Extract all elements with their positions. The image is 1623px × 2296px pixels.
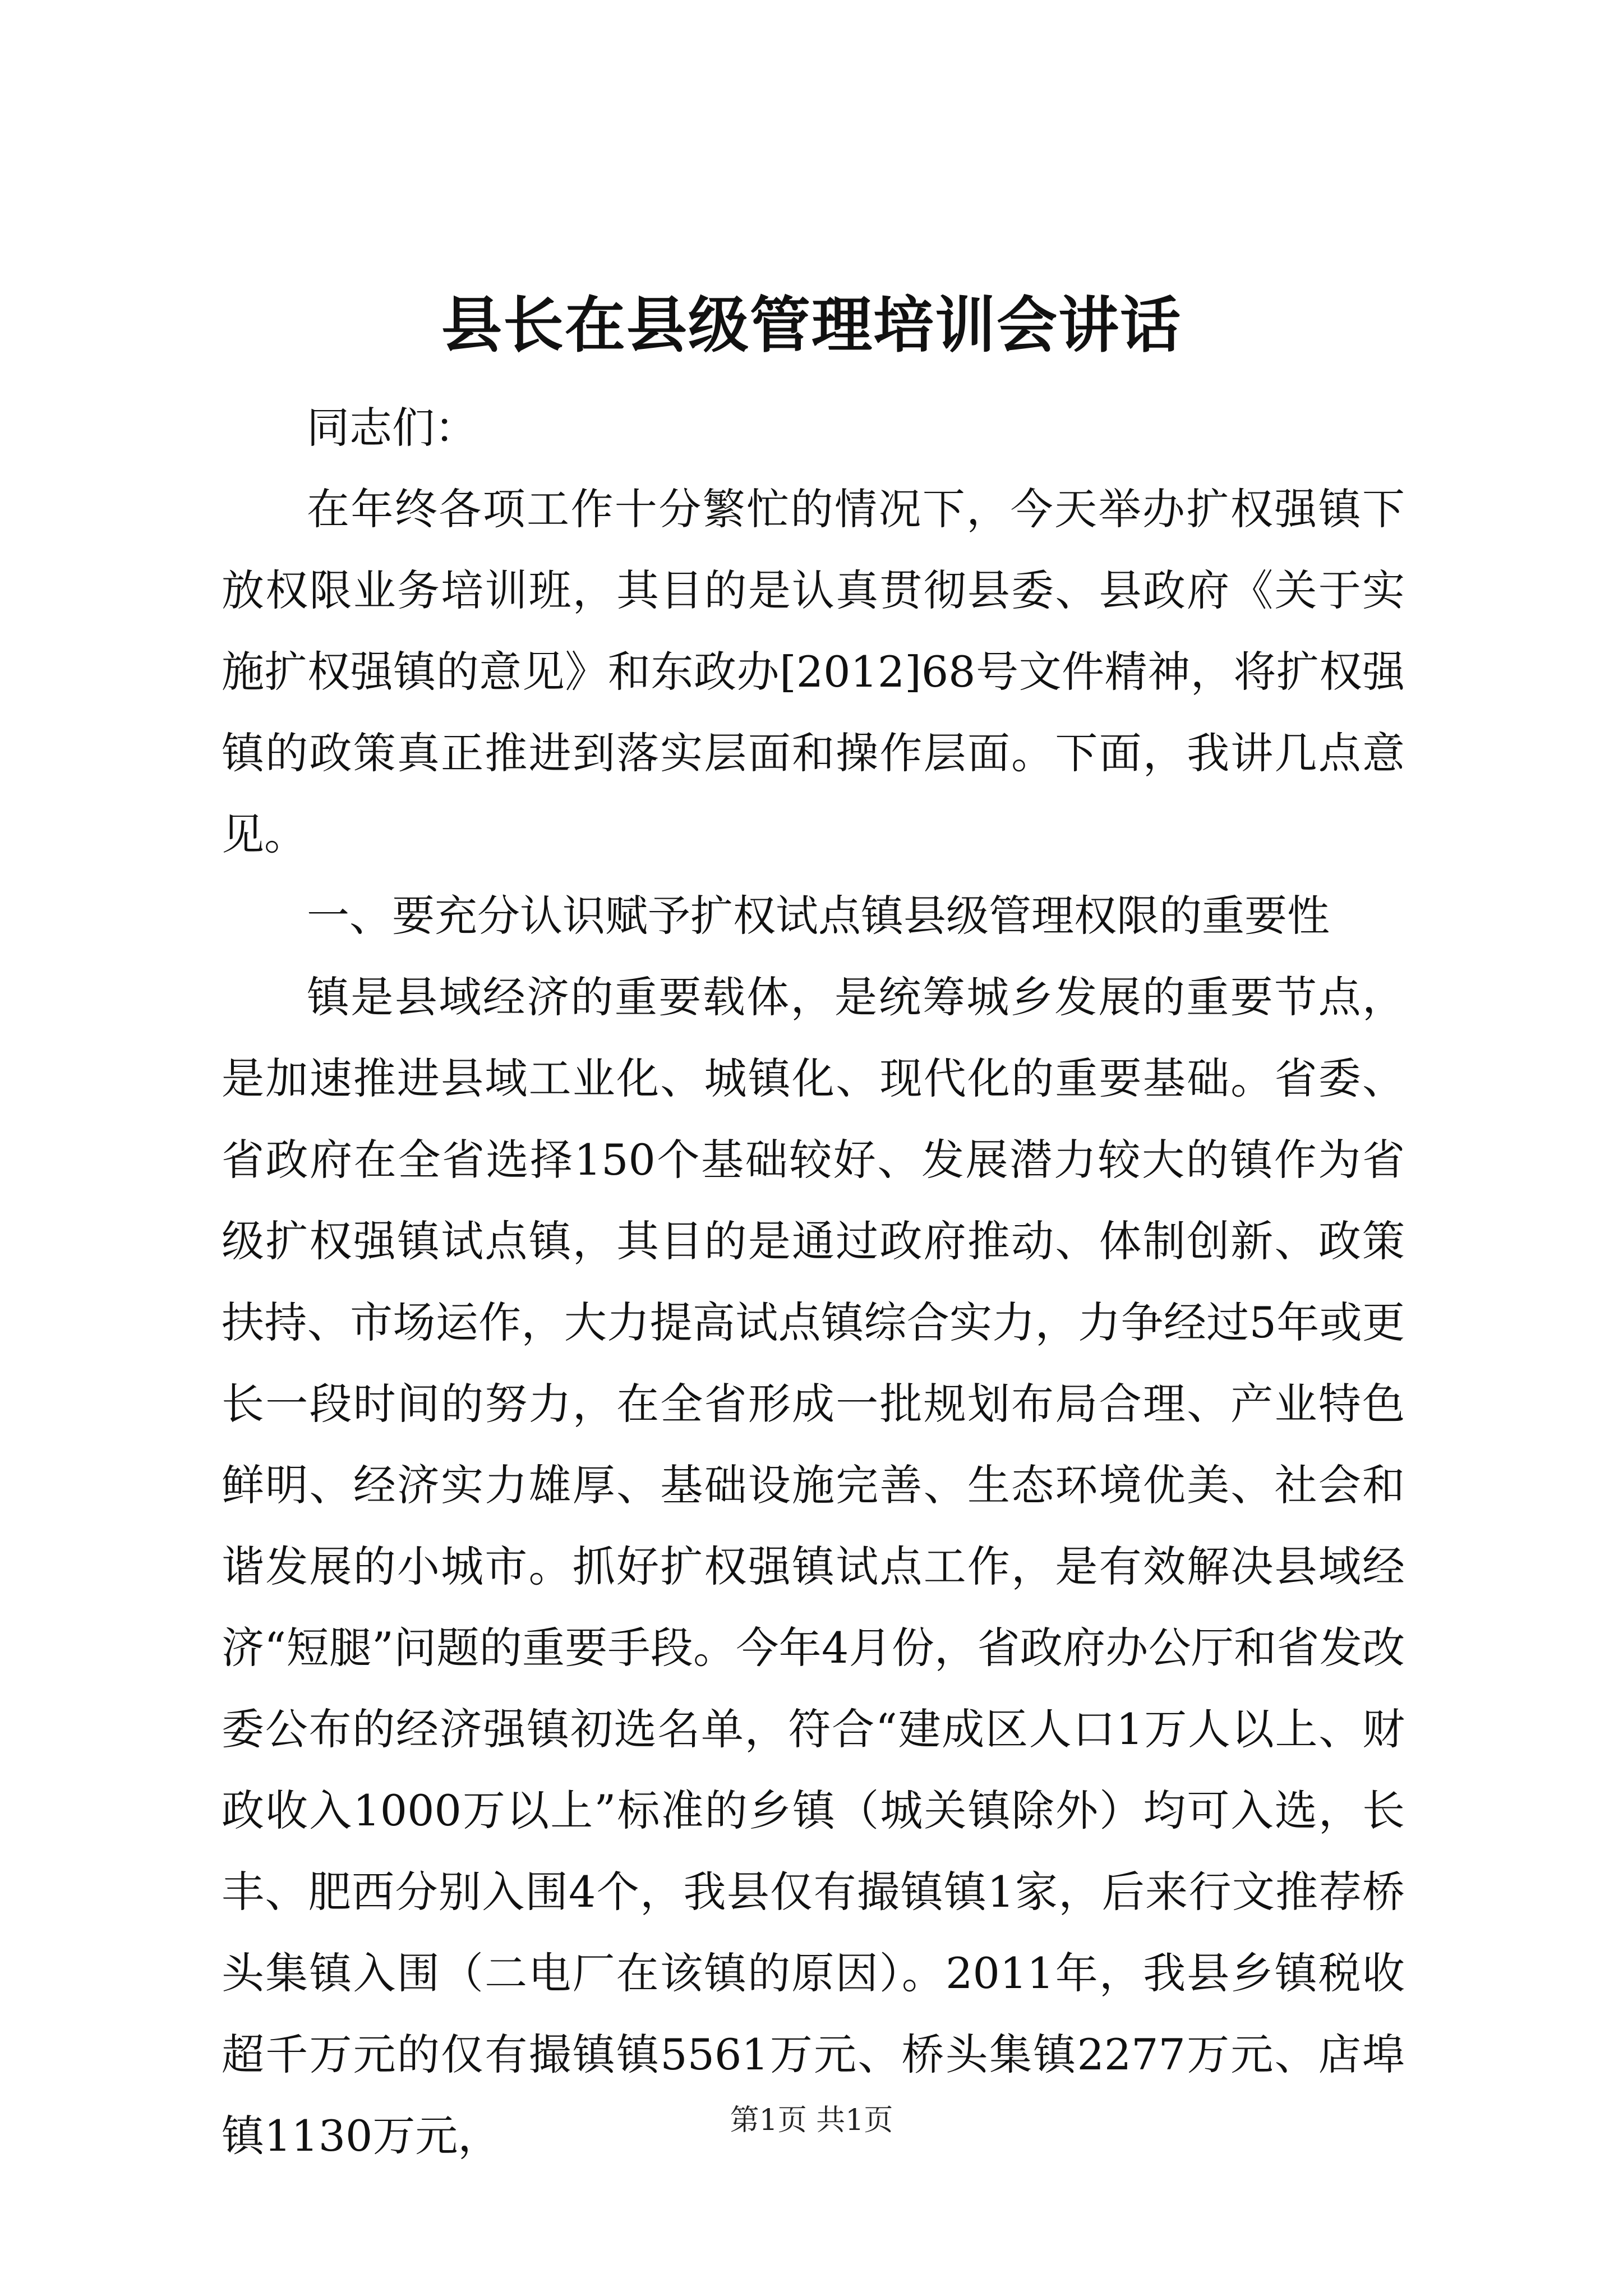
document-title: 县长在县级管理培训会讲话 [441,290,1182,361]
salutation: 同志们： [307,403,477,453]
document-body [222,387,1405,2177]
section-heading-1: 一、要充分认识赋予扩权试点镇县级管理权限的重要性 [307,891,1330,941]
paragraph-intro: 在年终各项工作十分繁忙的情况下，今天举办扩权强镇下放权限业务培训班，其目的是认真贯彻县委、县政府《关于实施扩权强镇的意见》和东政办[2012]68号文件精神，将扩权强镇的政策真正推进到落实层面和操作层面。下面，我讲几点意见。 [222,484,1405,859]
paragraph-section-1: 镇是县域经济的重要载体，是统筹城乡发展的重要节点，是加速推进县域工业化、城镇化、现代化的重要基础。省委、省政府在全省选择150个基础较好、发展潜力较大的镇作为省级扩权强镇试点镇，其目的是通过政府推动、体制创新、政策扶持、市场运作，大力提高试点镇综合实力，力争经过5年或更长一段时间的努力，在全省形成一批规划布局合理、产业特色鲜明、经济实力雄厚、基础设施完善、生态环境优美、社会和谐发展的小城市。抓好扩权强镇试点工作，是有效解决县域经济“短腿”问题的重要手段。今年4月份，省政府办公厅和省发改委公布的经济强镇初选名单，符合“建成区人口1万人以上、财政收入1000万以上”标准的乡镇（城关镇除外）均可入选，长丰、肥西分别入围4个，我县仅有撮镇镇1家，后来行文推荐桥头集镇入围（二电厂在该镇的原因）。2011年，我县乡镇税收超千万元的仅有撮镇镇5561万元、桥头集镇2277万元、店埠镇1130万元， [222,972,1405,2161]
page-footer: 第1页 共1页 [730,2104,893,2137]
